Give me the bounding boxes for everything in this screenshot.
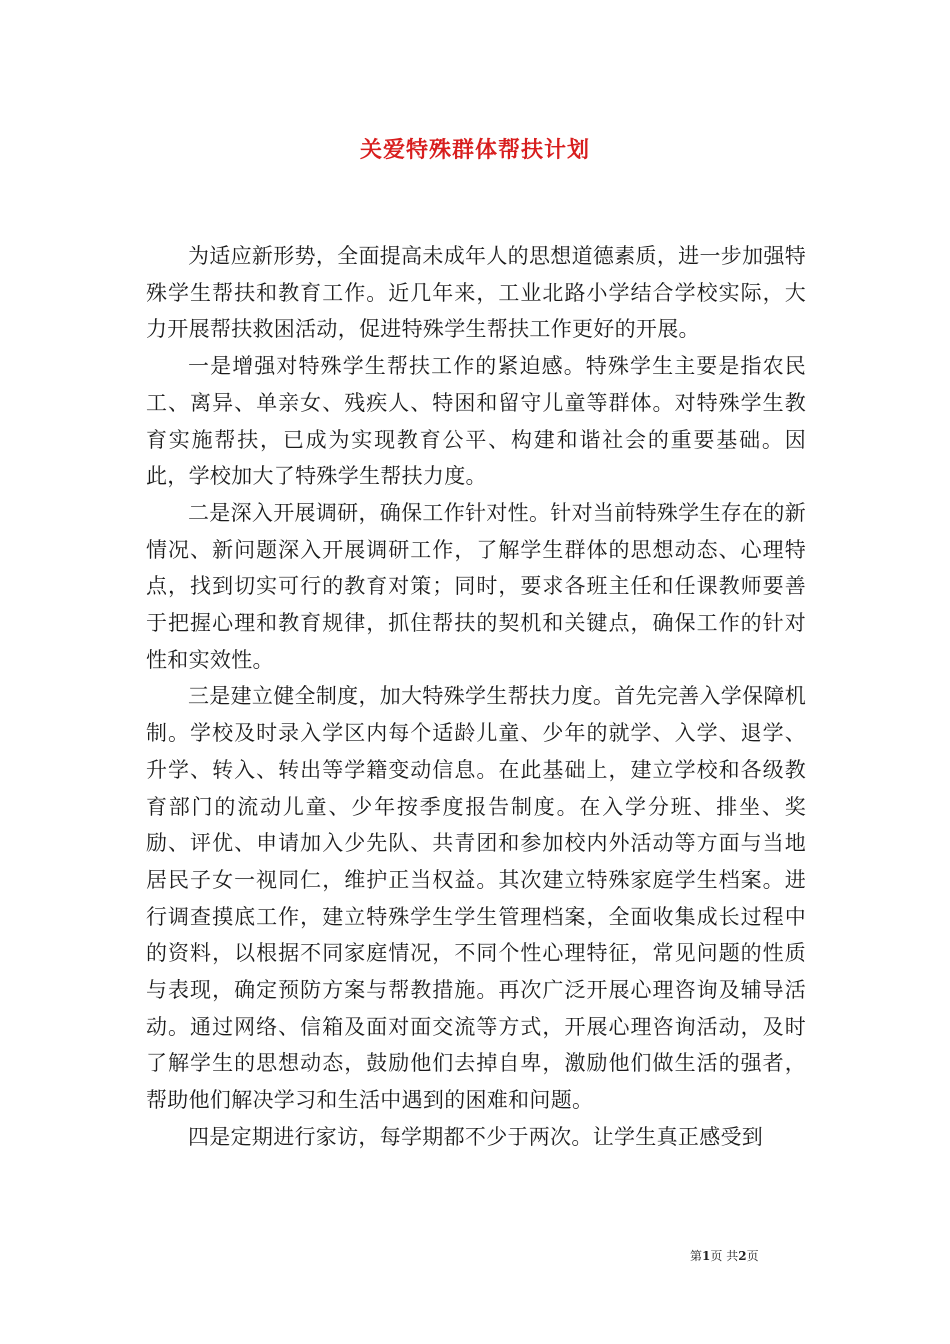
- paragraph-point-3: 三是建立健全制度，加大特殊学生帮扶力度。首先完善入学保障机制。学校及时录入学区内每个适龄儿童、少年的就学、入学、退学、升学、转入、转出等学籍变动信息。在此基础上，建立学校和各级教育部门的流动儿童、少年按季度报告制度。在入学分班、排坐、奖励、评优、申请加入少先队、共青团和参加校内外活动等方面与当地居民子女一视同仁，维护正当权益。其次建立特殊家庭学生档案。进行调查摸底工作，建立特殊学生学生管理档案，全面收集成长过程中的资料，以根据不同家庭情况，不同个性心理特征，常见问题的性质与表现，确定预防方案与帮教措施。再次广泛开展心理咨询及辅导活动。通过网络、信箱及面对面交流等方式，开展心理咨询活动，及时了解学生的思想动态，鼓励他们去掉自卑，激励他们做生活的强者，帮助他们解决学习和生活中遇到的困难和问题。: [146, 684, 806, 1113]
- footer-suffix: 页: [746, 1249, 759, 1263]
- footer-middle: 页 共: [710, 1249, 739, 1263]
- footer-prefix: 第: [690, 1249, 703, 1263]
- paragraph-point-1: 一是增强对特殊学生帮扶工作的紧迫感。特殊学生主要是指农民工、离异、单亲女、残疾人、特困和留守儿童等群体。对特殊学生教育实施帮扶，已成为实现教育公平、构建和谐社会的重要基础。因此，学校加大了特殊学生帮扶力度。: [146, 354, 806, 489]
- paragraph-intro: 为适应新形势，全面提高未成年人的思想道德素质，进一步加强特殊学生帮扶和教育工作。近几年来，工业北路小学结合学校实际，大力开展帮扶救困活动，促进特殊学生帮扶工作更好的开展。: [146, 244, 806, 342]
- paragraph-point-2: 二是深入开展调研，确保工作针对性。针对当前特殊学生存在的新情况、新问题深入开展调研工作，了解学生群体的思想动态、心理特点，找到切实可行的教育对策；同时，要求各班主任和任课教师要善于把握心理和教育规律，抓住帮扶的契机和关键点，确保工作的针对性和实效性。: [146, 500, 806, 672]
- document-title: 关爱特殊群体帮扶计划: [359, 138, 590, 163]
- document-body: [146, 238, 806, 1156]
- page-footer: [690, 1247, 810, 1264]
- footer-total-pages: 2: [738, 1249, 747, 1263]
- footer-current-page: 1: [702, 1249, 711, 1263]
- paragraph-point-4: 四是定期进行家访，每学期都不少于两次。让学生真正感受到: [188, 1124, 764, 1149]
